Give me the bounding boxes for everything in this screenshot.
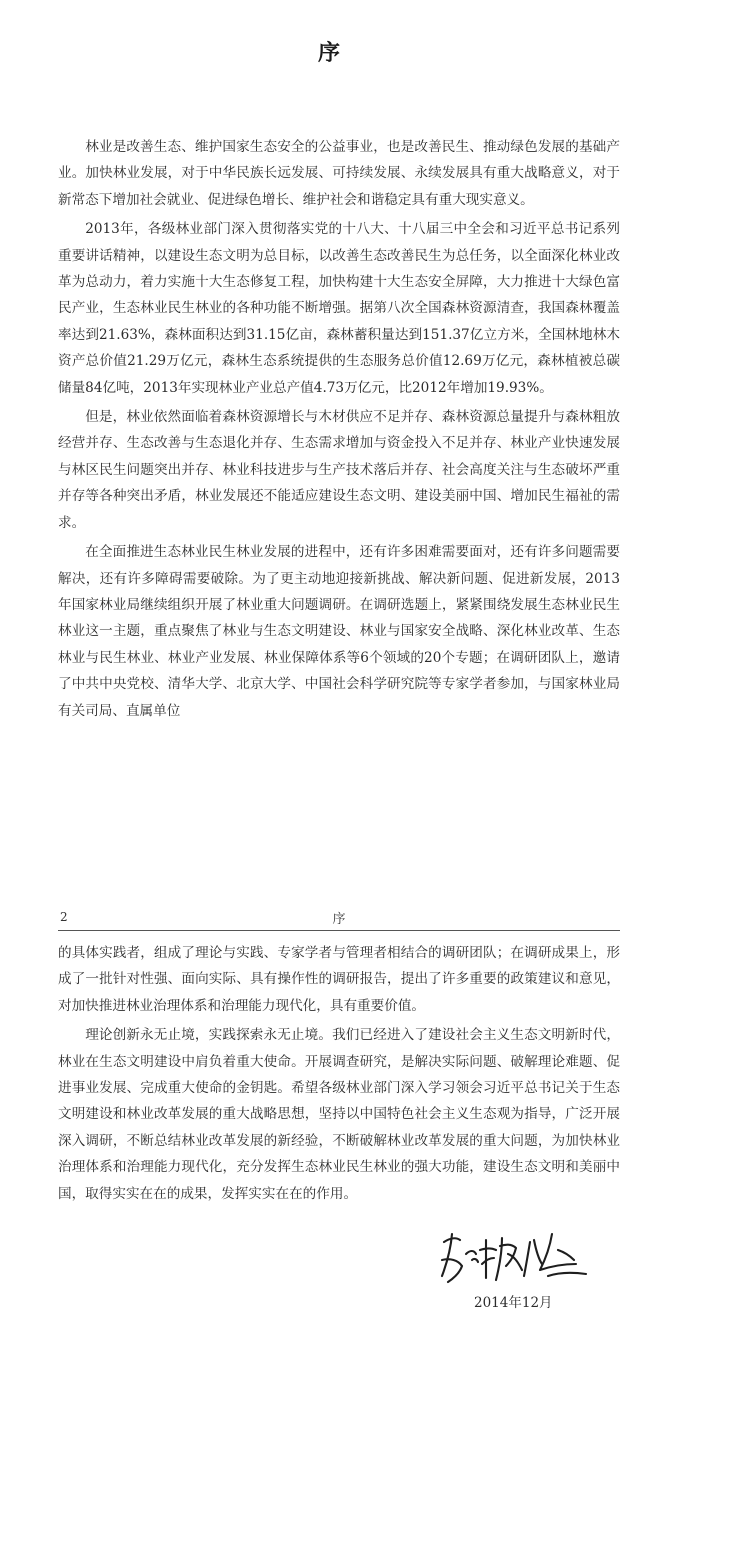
paragraph-5: 理论创新永无止境，实践探索永无止境。我们已经进入了建设社会主义生态文明新时代，林业在生态文明建设中肩负着重大使命。开展调查研究，是解决实际问题、破解理论难题、促进事业发展、完成重大使命的金钥匙。希望各级林业部门深入学习领会习近平总书记关于生态文明建设和林业改革发展的重大战略思想，坚持以中国特色社会主义生态观为指导，广泛开展深入调研，不断总结林业改革发展的新经验，不断破解林业改革发展的重大问题，为加快林业治理体系和治理能力现代化，充分发挥生态林业民生林业的强大功能，建设生态文明和美丽中国，取得实实在在的成果，发挥实实在在的作用。 <box>58 1027 620 1202</box>
body-text <box>58 134 620 727</box>
running-header <box>58 906 620 931</box>
paragraph-1: 林业是改善生态、维护国家生态安全的公益事业，也是改善民生、推动绿色发展的基础产业。加快林业发展，对于中华民族长远发展、可持续发展、永续发展具有重大战略意义，对于新常态下增加社会就业、促进绿色增长、维护社会和谐稳定具有重大现实意义。 <box>58 139 620 208</box>
paragraph-4: 在全面推进生态林业民生林业发展的进程中，还有许多困难需要面对，还有许多问题需要解决，还有许多障碍需要破除。为了更主动地迎接新挑战、解决新问题、促进新发展，2013年国家林业局继续组织开展了林业重大问题调研。在调研选题上，紧紧围绕发展生态林业民生林业这一主题，重点聚焦了林业与生态文明建设、林业与国家安全战略、深化林业改革、生态林业与民生林业、林业产业发展、林业保障体系等6个领域的20个专题；在调研团队上，邀请了中共中央党校、清华大学、北京大学、中国社会科学研究院等专家学者参加，与国家林业局有关司局、直属单位 <box>58 544 620 719</box>
handwritten-signature <box>430 1220 600 1292</box>
page-title: 序 <box>317 41 342 66</box>
paragraph-2: 2013年，各级林业部门深入贯彻落实党的十八大、十八届三中全会和习近平总书记系列重要讲话精神，以建设生态文明为总目标，以改善生态改善民生为总任务，以全面深化林业改革为总动力，着力实施十大生态修复工程，加快构建十大生态安全屏障，大力推进十大绿色富民产业，生态林业民生林业的各种功能不断增强。据第八次全国森林资源清查，我国森林覆盖率达到21.63%，森林面积达到31.15亿亩，森林蓄积量达到151.37亿立方米，全国林地林木资产总价值21.29万亿元，森林生态系统提供的生态服务总价值12.69万亿元，森林植被总碳储量84亿吨，2013年实现林业产业总产值4.73万亿元，比2012年增加19.93%。 <box>58 221 620 396</box>
page-number: 2 <box>60 910 68 924</box>
paragraph-3: 但是，林业依然面临着森林资源增长与木材供应不足并存、森林资源总量提升与森林粗放经营并存、生态改善与生态退化并存、生态需求增加与资金投入不足并存、林业产业快速发展与林区民生问题突出并存、林业科技进步与生产技术落后并存、社会高度关注与生态破坏严重并存等各种突出矛盾，林业发展还不能适应建设生态文明、建设美丽中国、增加民生福祉的需求。 <box>58 409 620 531</box>
body-text-continued <box>58 940 620 1210</box>
paragraph-continued: 的具体实践者，组成了理论与实践、专家学者与管理者相结合的调研团队；在调研成果上，形成了一批针对性强、面向实际、具有操作性的调研报告，提出了许多重要的政策建议和意见，对加快推进林业治理体系和治理能力现代化，具有重要价值。 <box>58 945 620 1014</box>
date: 2014年12月 <box>474 1295 553 1311</box>
header-title: 序 <box>332 912 346 927</box>
page-2 <box>0 800 750 1546</box>
